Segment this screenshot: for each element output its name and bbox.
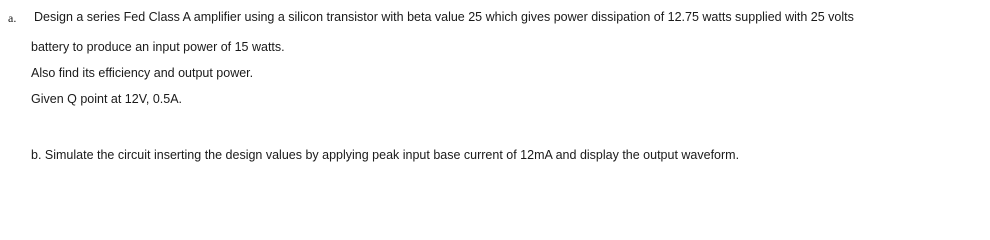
question-a-line-4: Given Q point at 12V, 0.5A. — [31, 92, 183, 106]
question-a-line-1: Design a series Fed Class A amplifier using a silicon transistor with beta value 25 which gives power dissipation of 12.75 watts supplied with 25 volts — [34, 10, 854, 24]
question-b: b. Simulate the circuit inserting the design values by applying peak input base current of 12mA and display the output waveform. — [31, 148, 740, 162]
question-a-line-3: Also find its efficiency and output power. — [31, 66, 254, 80]
question-a-line-2: battery to produce an input power of 15 watts. — [31, 40, 285, 54]
question-a-marker: a. — [8, 11, 17, 25]
